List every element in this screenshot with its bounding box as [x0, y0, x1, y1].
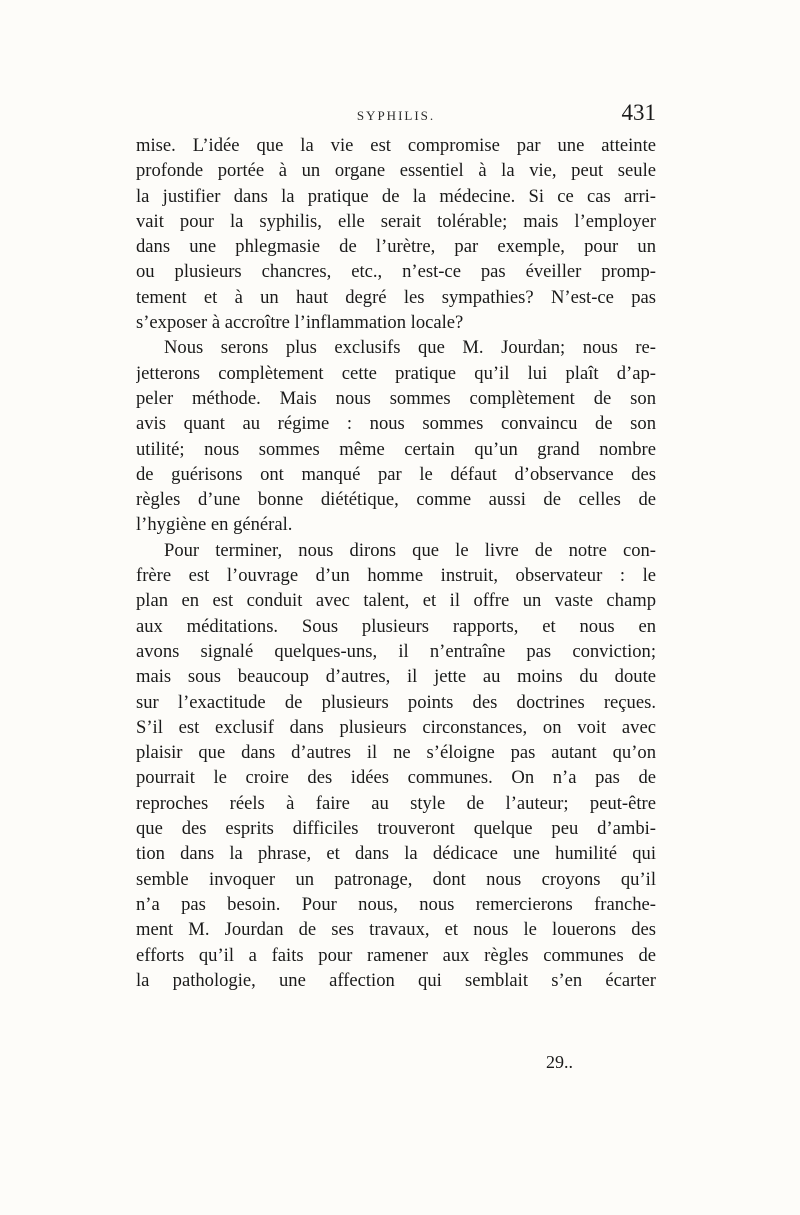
- text-line: plan en est conduit avec talent, et il offre un vaste champ: [136, 590, 656, 612]
- text-line: l’hygiène en général.: [136, 514, 293, 536]
- text-line: S’il est exclusif dans plusieurs circonstances, on voit avec: [136, 716, 656, 738]
- text-line: la justifier dans la pratique de la médecine. Si ce cas arri-: [136, 185, 656, 207]
- text-line: Nous serons plus exclusifs que M. Jourdan; nous re-: [164, 337, 656, 359]
- text-line: règles d’une bonne diététique, comme aussi de celles de: [136, 489, 656, 511]
- text-line: vait pour la syphilis, elle serait tolérable; mais l’employer: [136, 210, 656, 232]
- text-line: efforts qu’il a faits pour ramener aux règles communes de: [136, 944, 656, 966]
- text-line: que des esprits difficiles trouveront quelque peu d’ambi-: [136, 818, 656, 840]
- text-line: avis quant au régime : nous sommes convaincu de son: [136, 413, 656, 435]
- body-text: [136, 133, 656, 993]
- text-line: semble invoquer un patronage, dont nous croyons qu’il: [136, 868, 656, 890]
- text-line: peler méthode. Mais nous sommes complètement de son: [136, 387, 656, 409]
- running-title: SYPHILIS.: [356, 108, 436, 123]
- text-line: mise. L’idée que la vie est compromise par une atteinte: [136, 135, 656, 156]
- text-line: de guérisons ont manqué par le défaut d’observance des: [136, 463, 656, 485]
- text-line: s’exposer à accroître l’inflammation locale?: [136, 312, 464, 334]
- text-line: mais sous beaucoup d’autres, il jette au moins du doute: [136, 666, 656, 688]
- running-head: [136, 100, 656, 132]
- text-line: frère est l’ouvrage d’un homme instruit, observateur : le: [136, 565, 656, 587]
- text-line: aux méditations. Sous plusieurs rapports, et nous en: [136, 615, 656, 637]
- text-line: plaisir que dans d’autres il ne s’éloigne pas autant qu’on: [136, 742, 656, 764]
- text-line: tion dans la phrase, et dans la dédicace une humilité qui: [136, 843, 656, 865]
- text-line: sur l’exactitude de plusieurs points des doctrines reçues.: [136, 691, 656, 713]
- text-line: dans une phlegmasie de l’urètre, par exemple, pour un: [136, 236, 656, 258]
- text-line: jetterons complètement cette pratique qu’il lui plaît d’ap-: [136, 362, 656, 384]
- text-line: avons signalé quelques-uns, il n’entraîne pas conviction;: [136, 640, 656, 662]
- text-line: utilité; nous sommes même certain qu’un grand nombre: [136, 438, 656, 460]
- text-line: profonde portée à un organe essentiel à la vie, peut seule: [136, 160, 656, 182]
- text-line: pourrait le croire des idées communes. On n’a pas de: [136, 767, 656, 789]
- signature-mark: 29..: [546, 1052, 573, 1072]
- text-line: Pour terminer, nous dirons que le livre de notre con-: [164, 539, 656, 561]
- text-line: n’a pas besoin. Pour nous, nous remercierons franche-: [136, 893, 656, 915]
- text-line: la pathologie, une affection qui semblait s’en écarter: [136, 969, 656, 991]
- text-line: reproches réels à faire au style de l’auteur; peut-être: [136, 792, 656, 814]
- page-number: 431: [621, 100, 656, 125]
- text-line: tement et à un haut degré les sympathies? N’est-ce pas: [136, 286, 656, 308]
- text-line: ou plusieurs chancres, etc., n’est-ce pas éveiller promp-: [136, 261, 656, 283]
- text-line: ment M. Jourdan de ses travaux, et nous le louerons des: [136, 919, 656, 941]
